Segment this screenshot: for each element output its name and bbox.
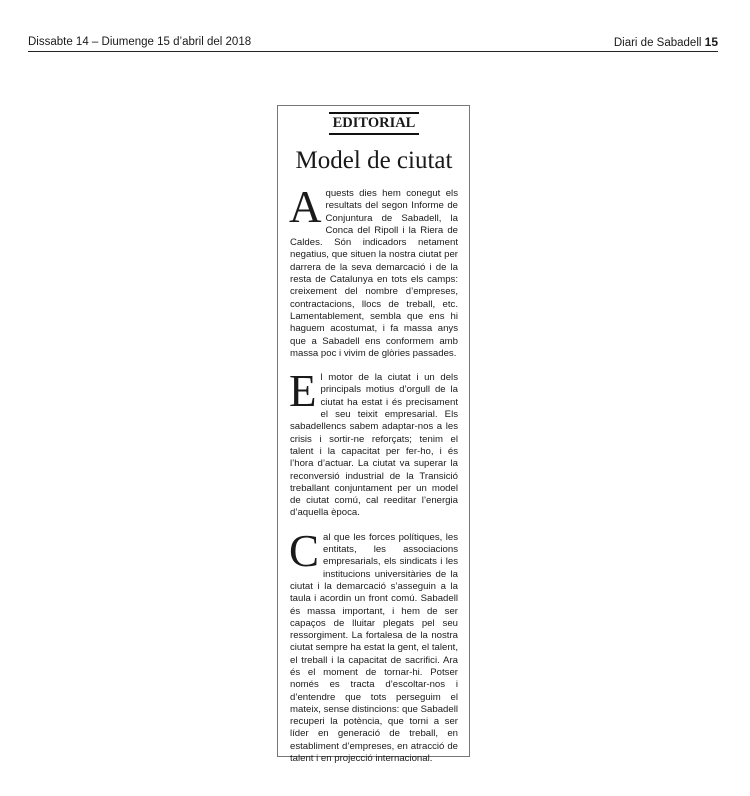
paragraph-1-text: quests dies hem conegut els resultats del segon Informe de Conjuntura de Sabadell, la Conca del Ripoll i la Riera de Caldes. Són indicadors netament negatius, que situen la nostra ciutat per darrera de la seva demarcació i de la resta de Catalunya en tots els camps: creixement del nombre d’empreses, contractacions, llocs de treball, etc. Lamentablement, sembla que ens hi haguem acostumat, i fa massa anys que a Sabadell ens conformem amb massa poc i vivim de glòries passades. bbox=[290, 188, 458, 359]
article-paragraph-1 bbox=[289, 182, 458, 360]
dropcap-1: A bbox=[289, 182, 322, 232]
page-number: 15 bbox=[704, 35, 718, 49]
article-paragraph-3 bbox=[289, 525, 458, 766]
kicker-wrapper bbox=[290, 112, 458, 135]
dropcap-3: C bbox=[289, 525, 320, 576]
paragraph-3-text: al que les forces polítiques, les entitats, les associacions empresarials, els sindicats i les institucions universitàries de la ciutat i la demarcació s’asseguin a la taula i acordin un front comú. Sabadell és massa important, i hem de ser capaços de lluitar plegats pel seu ressorgiment. La fortalesa de la nostra ciutat sempre ha estat la gent, el talent, el treball i la capacitat de sacrifici. Ara és el moment de tornar-hi. Potser només es tracta d’escoltar-nos i d’entendre que tots perseguim el mateix, sense distincions: que Sabadell recuperi la potència, que torni a ser líder en generació de treball, en establiment d’empreses, en atracció de talent i en projecció internacional. bbox=[290, 531, 458, 765]
header-divider bbox=[28, 51, 718, 52]
publication-masthead bbox=[614, 34, 718, 51]
dropcap-2: E bbox=[289, 366, 317, 417]
section-kicker: EDITORIAL bbox=[329, 112, 420, 135]
editorial-article bbox=[277, 105, 470, 765]
page-header bbox=[28, 34, 718, 50]
article-paragraph-2 bbox=[289, 366, 458, 520]
paragraph-2-text: l motor de la ciutat i un dels principals motius d’orgull de la ciutat ha estat i és precisament el seu teixit empresarial. Els sabadellencs sabem adaptar-nos a les crisis i sortir-ne reforçats; tenim el talent i la capacitat per fer-ho, i és l’hora d’actuar. La ciutat va superar la reconversió industrial de la Transició treballant conjuntament per un model de ciutat comú, cal reeditar l’energia d’aquella època. bbox=[290, 372, 458, 519]
article-title: Model de ciutat bbox=[295, 147, 453, 174]
publication-name: Diari de Sabadell bbox=[613, 37, 702, 49]
issue-date: Dissabte 14 – Diumenge 15 d’abril del 2018 bbox=[28, 36, 252, 48]
